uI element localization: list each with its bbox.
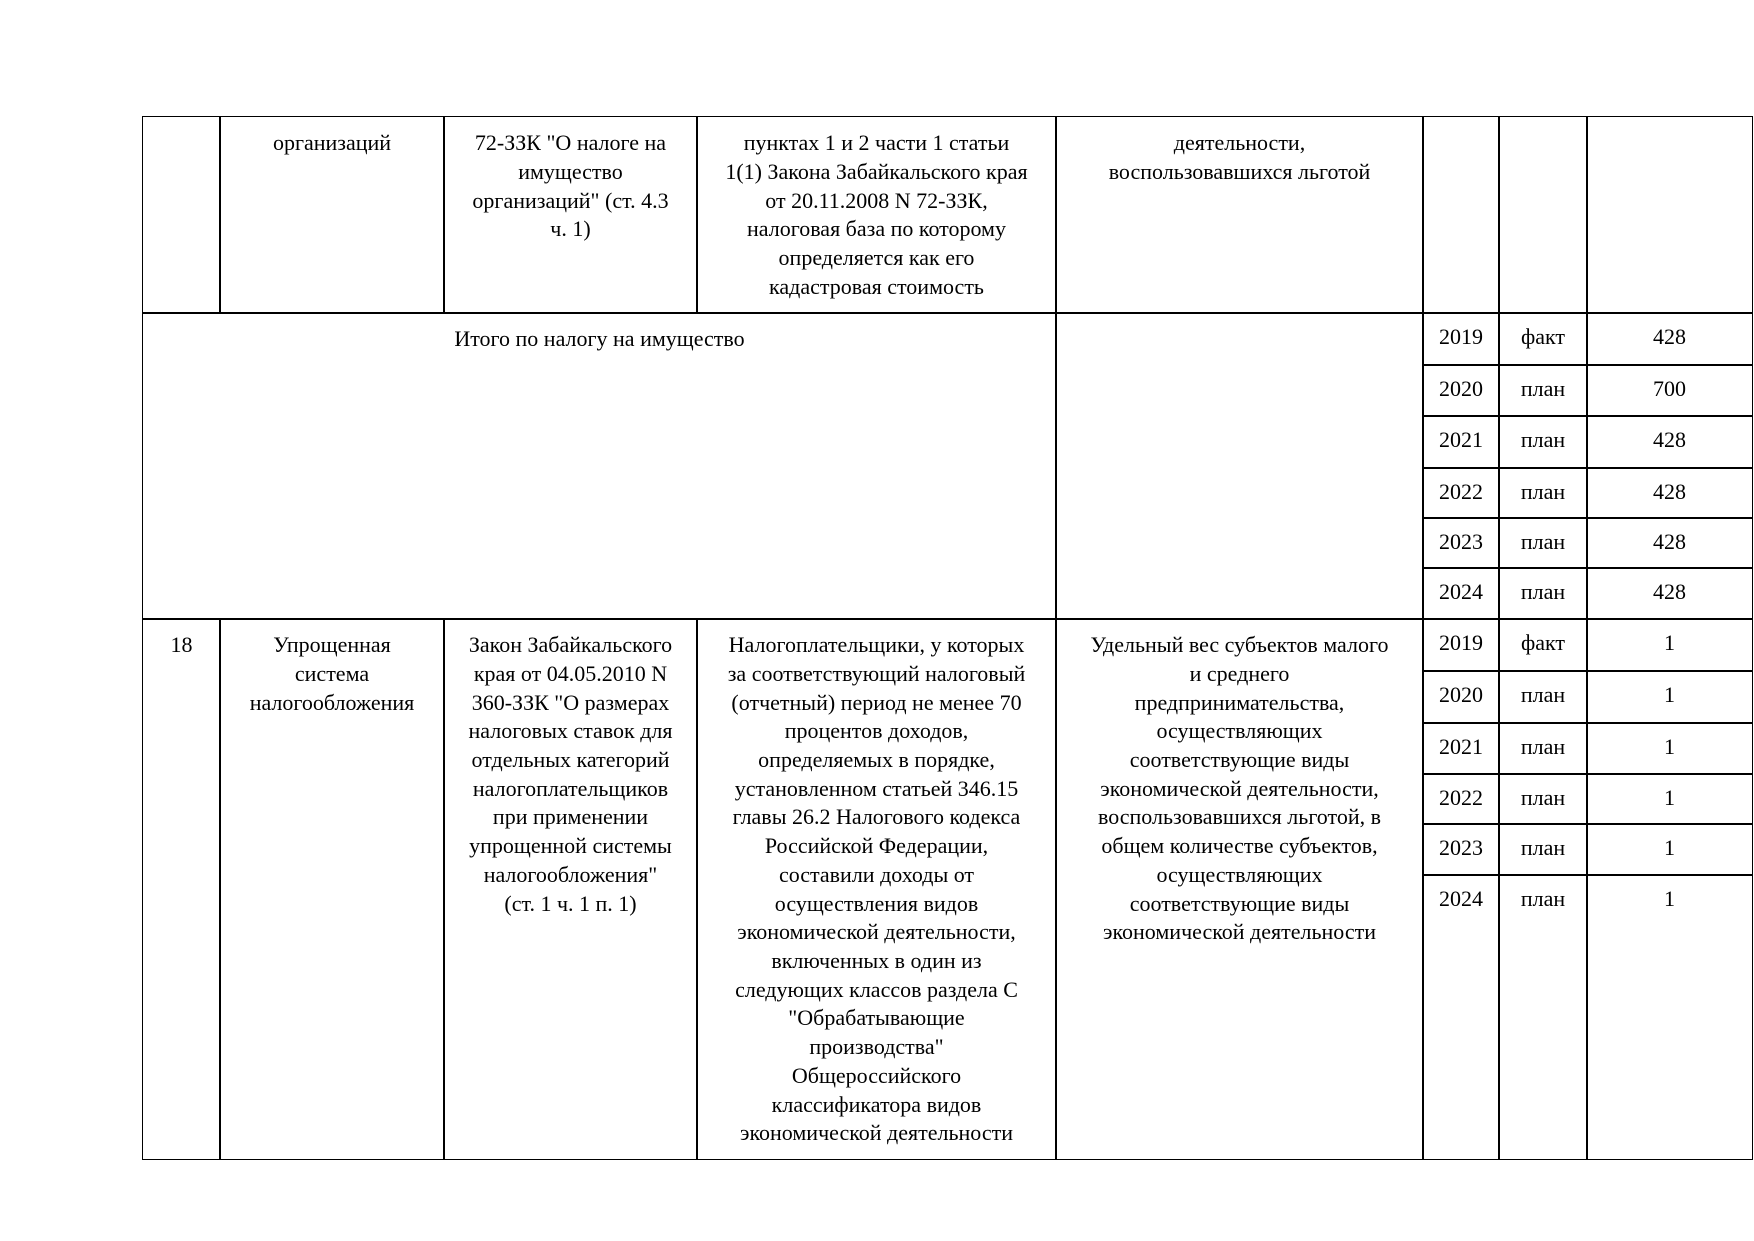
value-cell <box>1586 618 1753 672</box>
tax-name-cell-line: налогообложения <box>249 689 415 715</box>
value-type-cell-line: план <box>1520 529 1566 555</box>
law-cell-line: 72-ЗЗК "О налоге на <box>474 130 667 156</box>
law-cell-line: ч. 1) <box>550 216 591 242</box>
indicator-cell-line: деятельности, <box>1173 130 1306 156</box>
indicator-cell-line: предпринимательства, <box>1134 689 1345 715</box>
value-cell-line: 1 <box>1664 734 1675 760</box>
value-cell-line: 428 <box>1653 579 1686 605</box>
value-type-cell <box>1498 618 1588 672</box>
law-cell-line: 360-ЗЗК "О размерах <box>471 689 670 715</box>
value-cell <box>1586 467 1753 519</box>
value-type-cell-line: факт <box>1520 324 1566 350</box>
value-cell <box>1586 670 1753 724</box>
year-cell <box>1422 773 1500 825</box>
law-cell-line: налоговых ставок для <box>468 718 673 744</box>
taxpayer-category-cell-line: (отчетный) период не менее 70 <box>731 689 1022 715</box>
year-cell-line: 2024 <box>1439 886 1483 912</box>
value-cell <box>1586 823 1753 876</box>
law-cell-line: отдельных категорий <box>471 747 670 773</box>
value-cell <box>1586 364 1753 417</box>
value-cell <box>1586 567 1753 620</box>
indicator-cell-line: соответствующие виды <box>1129 890 1350 916</box>
taxpayer-category-cell-line: Российской Федерации, <box>764 833 989 859</box>
value-type-cell <box>1498 722 1588 775</box>
year-cell <box>1422 618 1500 672</box>
indicator-cell-line: экономической деятельности, <box>1100 775 1379 801</box>
value-cell-line: 1 <box>1664 785 1675 811</box>
taxpayer-category-cell-line: Налогоплательщики, у которых <box>728 632 1025 658</box>
value-cell-line: 428 <box>1653 479 1686 505</box>
law-cell-line: Закон Забайкальского <box>468 632 673 658</box>
taxpayer-category-cell-line: осуществления видов <box>774 890 979 916</box>
value-cell <box>1586 116 1753 314</box>
year-cell <box>1422 823 1500 876</box>
value-type-cell-line: план <box>1520 376 1566 402</box>
value-type-cell-line: план <box>1520 886 1566 912</box>
taxpayer-category-cell-line: главы 26.2 Налогового кодекса <box>732 804 1021 830</box>
value-type-cell <box>1498 567 1588 620</box>
value-type-cell <box>1498 773 1588 825</box>
value-type-cell <box>1498 415 1588 469</box>
year-cell <box>1422 364 1500 417</box>
law-cell <box>443 618 698 1160</box>
year-cell <box>1422 567 1500 620</box>
total-label-cell-line: Итого по налогу на имущество <box>454 326 745 352</box>
year-cell <box>1422 415 1500 469</box>
value-cell-line: 1 <box>1664 630 1675 656</box>
law-cell-line: налогообложения" <box>483 861 658 887</box>
taxpayer-category-cell <box>696 618 1057 1160</box>
value-type-cell <box>1498 823 1588 876</box>
taxpayer-category-cell-line: экономической деятельности <box>740 1120 1013 1146</box>
year-cell-line: 2020 <box>1439 376 1483 402</box>
year-cell <box>1422 670 1500 724</box>
taxpayer-category-cell-line: 1(1) Закона Забайкальского края <box>725 158 1028 184</box>
taxpayer-category-cell-line: процентов доходов, <box>784 718 969 744</box>
value-type-cell-line: план <box>1520 427 1566 453</box>
law-cell-line: организаций" (ст. 4.3 <box>472 187 669 213</box>
year-cell-line: 2020 <box>1439 682 1483 708</box>
year-cell <box>1422 722 1500 775</box>
indicator-cell-line: воспользовавшихся льготой, в <box>1097 804 1381 830</box>
value-type-cell <box>1498 874 1588 1160</box>
value-cell-line: 428 <box>1653 427 1686 453</box>
law-cell-line: края от 04.05.2010 N <box>473 660 668 686</box>
year-cell-line: 2021 <box>1439 734 1483 760</box>
law-cell-line: налогоплательщиков <box>472 775 669 801</box>
value-type-cell <box>1498 670 1588 724</box>
taxpayer-category-cell-line: установленном статьей 346.15 <box>734 775 1019 801</box>
row-number-cell <box>142 116 221 314</box>
value-type-cell <box>1498 517 1588 569</box>
taxpayer-category-cell-line: классификатора видов <box>771 1091 982 1117</box>
law-cell-line: имущество <box>518 158 623 184</box>
indicator-cell-line: осуществляющих <box>1156 718 1323 744</box>
value-cell-line: 428 <box>1653 529 1686 555</box>
taxpayer-category-cell-line: производства" <box>809 1034 944 1060</box>
value-type-cell-line: план <box>1520 682 1566 708</box>
tax-name-cell-line: система <box>294 660 370 686</box>
taxpayer-category-cell-line: кадастровая стоимость <box>769 273 984 299</box>
year-cell <box>1422 517 1500 569</box>
value-cell <box>1586 517 1753 569</box>
indicator-cell <box>1055 618 1424 1160</box>
year-cell-line: 2019 <box>1439 324 1483 350</box>
law-cell-line: при применении <box>492 804 649 830</box>
year-cell-line: 2019 <box>1439 630 1483 656</box>
indicator-cell-line: общем количестве субъектов, <box>1101 833 1378 859</box>
year-cell <box>1422 116 1500 314</box>
indicator-cell <box>1055 116 1424 314</box>
indicator-cell-line: и среднего <box>1189 660 1290 686</box>
value-type-cell-line: план <box>1520 579 1566 605</box>
value-type-cell <box>1498 364 1588 417</box>
year-cell <box>1422 467 1500 519</box>
year-cell <box>1422 874 1500 1160</box>
value-type-cell <box>1498 467 1588 519</box>
row-number-cell <box>142 618 221 1160</box>
value-cell-line: 1 <box>1664 886 1675 912</box>
indicator-cell-line: экономической деятельности <box>1103 919 1376 945</box>
year-cell-line: 2021 <box>1439 427 1483 453</box>
law-cell-line: (ст. 1 ч. 1 п. 1) <box>504 890 637 916</box>
row-number-cell-line: 18 <box>170 632 193 658</box>
taxpayer-category-cell-line: составили доходы от <box>778 861 975 887</box>
indicator-cell-line: воспользовавшихся льготой <box>1108 158 1371 184</box>
value-type-cell-line: план <box>1520 835 1566 861</box>
tax-name-cell <box>219 618 445 1160</box>
value-cell <box>1586 722 1753 775</box>
year-cell-line: 2023 <box>1439 529 1483 555</box>
indicator-cell <box>1055 312 1424 620</box>
value-cell-line: 428 <box>1653 324 1686 350</box>
indicator-cell-line: соответствующие виды <box>1129 747 1350 773</box>
taxpayer-category-cell-line: определяется как его <box>778 245 975 271</box>
taxpayer-category-cell-line: включенных в один из <box>771 947 982 973</box>
year-cell-line: 2022 <box>1439 479 1483 505</box>
law-cell-line: упрощенной системы <box>469 833 672 859</box>
value-cell-line: 1 <box>1664 682 1675 708</box>
value-cell <box>1586 773 1753 825</box>
year-cell-line: 2022 <box>1439 785 1483 811</box>
total-label-cell <box>142 312 1057 620</box>
value-type-cell <box>1498 312 1588 366</box>
tax-name-cell-line: организаций <box>272 130 392 156</box>
indicator-cell-line: осуществляющих <box>1156 861 1323 887</box>
value-cell <box>1586 312 1753 366</box>
taxpayer-category-cell-line: от 20.11.2008 N 72-ЗЗК, <box>765 187 988 213</box>
taxpayer-category-cell-line: за соответствующий налоговый <box>727 660 1026 686</box>
value-cell-line: 1 <box>1664 835 1675 861</box>
tax-name-cell-line: Упрощенная <box>273 632 391 658</box>
value-type-cell-line: факт <box>1520 630 1566 656</box>
taxpayer-category-cell-line: налоговая база по которому <box>747 216 1006 242</box>
value-cell <box>1586 874 1753 1160</box>
taxpayer-category-cell-line: экономической деятельности, <box>737 919 1016 945</box>
value-type-cell <box>1498 116 1588 314</box>
year-cell-line: 2023 <box>1439 835 1483 861</box>
taxpayer-category-cell-line: пунктах 1 и 2 части 1 статьи <box>743 130 1010 156</box>
year-cell-line: 2024 <box>1439 579 1483 605</box>
value-type-cell-line: план <box>1520 479 1566 505</box>
taxpayer-category-cell-line: "Обрабатывающие <box>788 1005 965 1031</box>
law-cell <box>443 116 698 314</box>
tax-name-cell <box>219 116 445 314</box>
taxpayer-category-cell-line: следующих классов раздела С <box>735 976 1018 1002</box>
value-cell <box>1586 415 1753 469</box>
value-type-cell-line: план <box>1520 785 1566 811</box>
taxpayer-category-cell-line: определяемых в порядке, <box>758 747 995 773</box>
indicator-cell-line: Удельный вес субъектов малого <box>1090 632 1389 658</box>
year-cell <box>1422 312 1500 366</box>
taxpayer-category-cell <box>696 116 1057 314</box>
value-type-cell-line: план <box>1520 734 1566 760</box>
value-cell-line: 700 <box>1653 376 1686 402</box>
taxpayer-category-cell-line: Общероссийского <box>791 1062 962 1088</box>
